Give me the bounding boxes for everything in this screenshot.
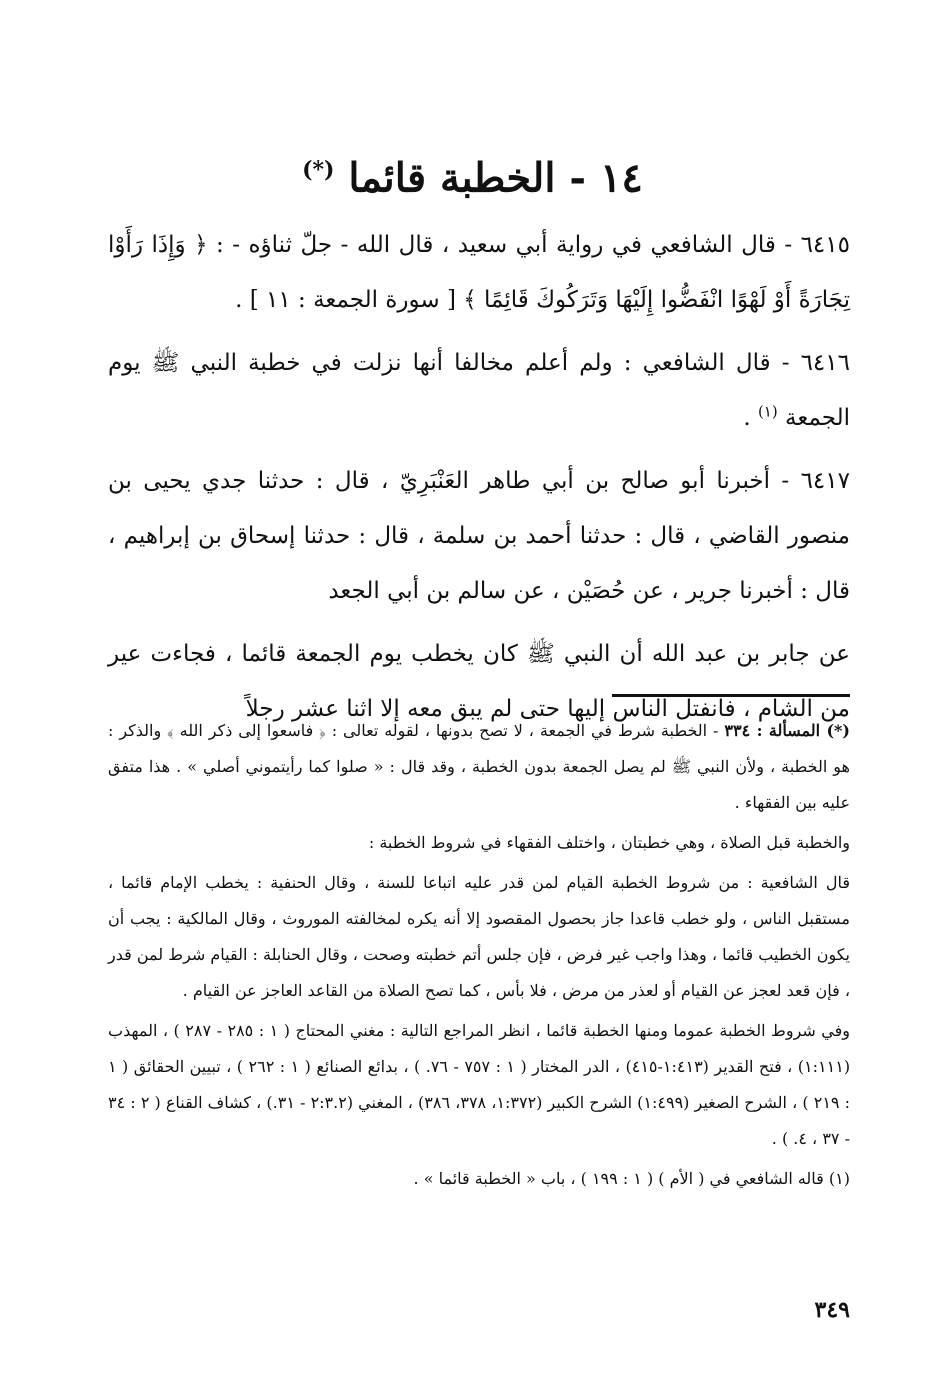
- footnote-madhhab-views: [108, 865, 850, 1009]
- page-number: ٣٤٩: [814, 1297, 850, 1323]
- footnote-khutba-note: [108, 825, 850, 861]
- footnote-1-text: (١) قاله الشافعي في ( الأم ) ( ١ : ١٩٩ ) ، باب « الخطبة قائما » .: [413, 1169, 850, 1188]
- footnote-reference: (١): [757, 402, 778, 421]
- footnote-references-text: وفي شروط الخطبة عموما ومنها الخطبة قائما ، انظر المراجع التالية : مغني المحتاج ( ١ : ٢٨٥ - ٢٨٧ ) ، المهذب (١:١١١) ، فتح القدير (١:٤١٣-٤١٥) ، الدر المختار ( ١ : ٧٥٧ - ٧٦. ) ، بدائع الصنائع ( ١ : ٢٦٢ ) ، تبيين الحقائق ( ١ : ٢١٩ ) ، الشرح الصغير (١:٤٩٩) الشرح الكبير (١:٣٧٢، ٣٧٨، ٣٨٦) ، المغني (٢:٣.٢ - ٣١.) ، كشاف القناع ( ٢ : ٣٤ - ٣٧ ، ٤. ) .: [108, 1021, 851, 1148]
- paragraph-6417-text: ٦٤١٧ - أخبرنا أبو صالح بن أبي طاهر العَنْبَرِيّ ، قال : حدثنا جدي يحيى بن منصور القاضي ، قال : حدثنا أحمد بن سلمة ، قال : حدثنا إسحاق بن إبراهيم ، قال : أخبرنا جرير ، عن حُصَيْن ، عن سالم بن أبي الجعد: [108, 468, 850, 604]
- main-text: [108, 218, 850, 745]
- chapter-title-text: ١٤ - الخطبة قائما: [348, 154, 643, 202]
- paragraph-6416-text: ٦٤١٦ - قال الشافعي : ولم أعلم مخالفا أنها نزلت في خطبة النبي ﷺ يوم الجمعة: [108, 350, 850, 431]
- footnote-madhhab-views-text: قال الشافعية : من شروط الخطبة القيام لمن قدر عليه اتباعا للسنة ، وقال الحنفية : يخطب الإمام قائما ، مستقبل الناس ، ولو خطب قاعدا جاز بحصول المقصود إلا أنه يكره لمخالفته الموروث ، وقال المالكية : يجب أن يكون الخطيب قائما ، وهذا واجب غير فرض ، فإن جلس أتم خطبته وصحت ، وقال الحنابلة : القيام شرط لمن قدر ، فإن قعد لعجز عن القيام أو لعذر من مرض ، فلا بأس ، كما تصح الصلاة من القاعد العاجز عن القيام .: [108, 873, 850, 1000]
- chapter-title: [0, 140, 945, 208]
- footnotes: [108, 713, 850, 1201]
- footnote-divider: [612, 694, 850, 697]
- paragraph-6417: [108, 454, 850, 619]
- hadith-text-content: عن جابر بن عبد الله أن النبي ﷺ كان يخطب يوم الجمعة قائما ، فجاءت عير من الشام ، فانفتل الناس إليها حتى لم يبق معه إلا اثنا عشر رجلاً: [108, 641, 850, 722]
- paragraph-6416-end: .: [743, 405, 751, 431]
- paragraph-6415: [108, 218, 850, 328]
- footnote-issue-lead: (*) المسألة : ٣٣٤: [724, 721, 850, 740]
- chapter-footnote-marker: (*): [302, 157, 335, 183]
- paragraph-6415-text: ٦٤١٥ - قال الشافعي في رواية أبي سعيد ، قال الله - جلّ ثناؤه - : ﴿ وَإِذَا رَأَوْا تِجَارَةً أَوْ لَهْوًا انْفَضُّوا إِلَيْهَا وَتَرَكُوكَ قَائِمًا ﴾ [ سورة الجمعة : ١١ ] .: [108, 232, 850, 313]
- footnote-issue-text: - الخطبة شرط في الجمعة ، لا تصح بدونها ، لقوله تعالى : ﴿ فاسعوا إلى ذكر الله ﴾ والذكر : هو الخطبة ، ولأن النبي ﷺ لم يصل الجمعة بدون الخطبة ، وقد قال : « صلوا كما رأيتموني أصلي » . هذا متفق عليه بين الفقهاء .: [108, 721, 850, 812]
- footnote-issue: [108, 713, 850, 821]
- footnote-khutba-note-text: والخطبة قبل الصلاة ، وهي خطبتان ، واختلف الفقهاء في شروط الخطبة :: [368, 833, 850, 852]
- footnote-references: [108, 1013, 850, 1157]
- paragraph-6416: [108, 336, 850, 446]
- footnote-1: [108, 1161, 850, 1197]
